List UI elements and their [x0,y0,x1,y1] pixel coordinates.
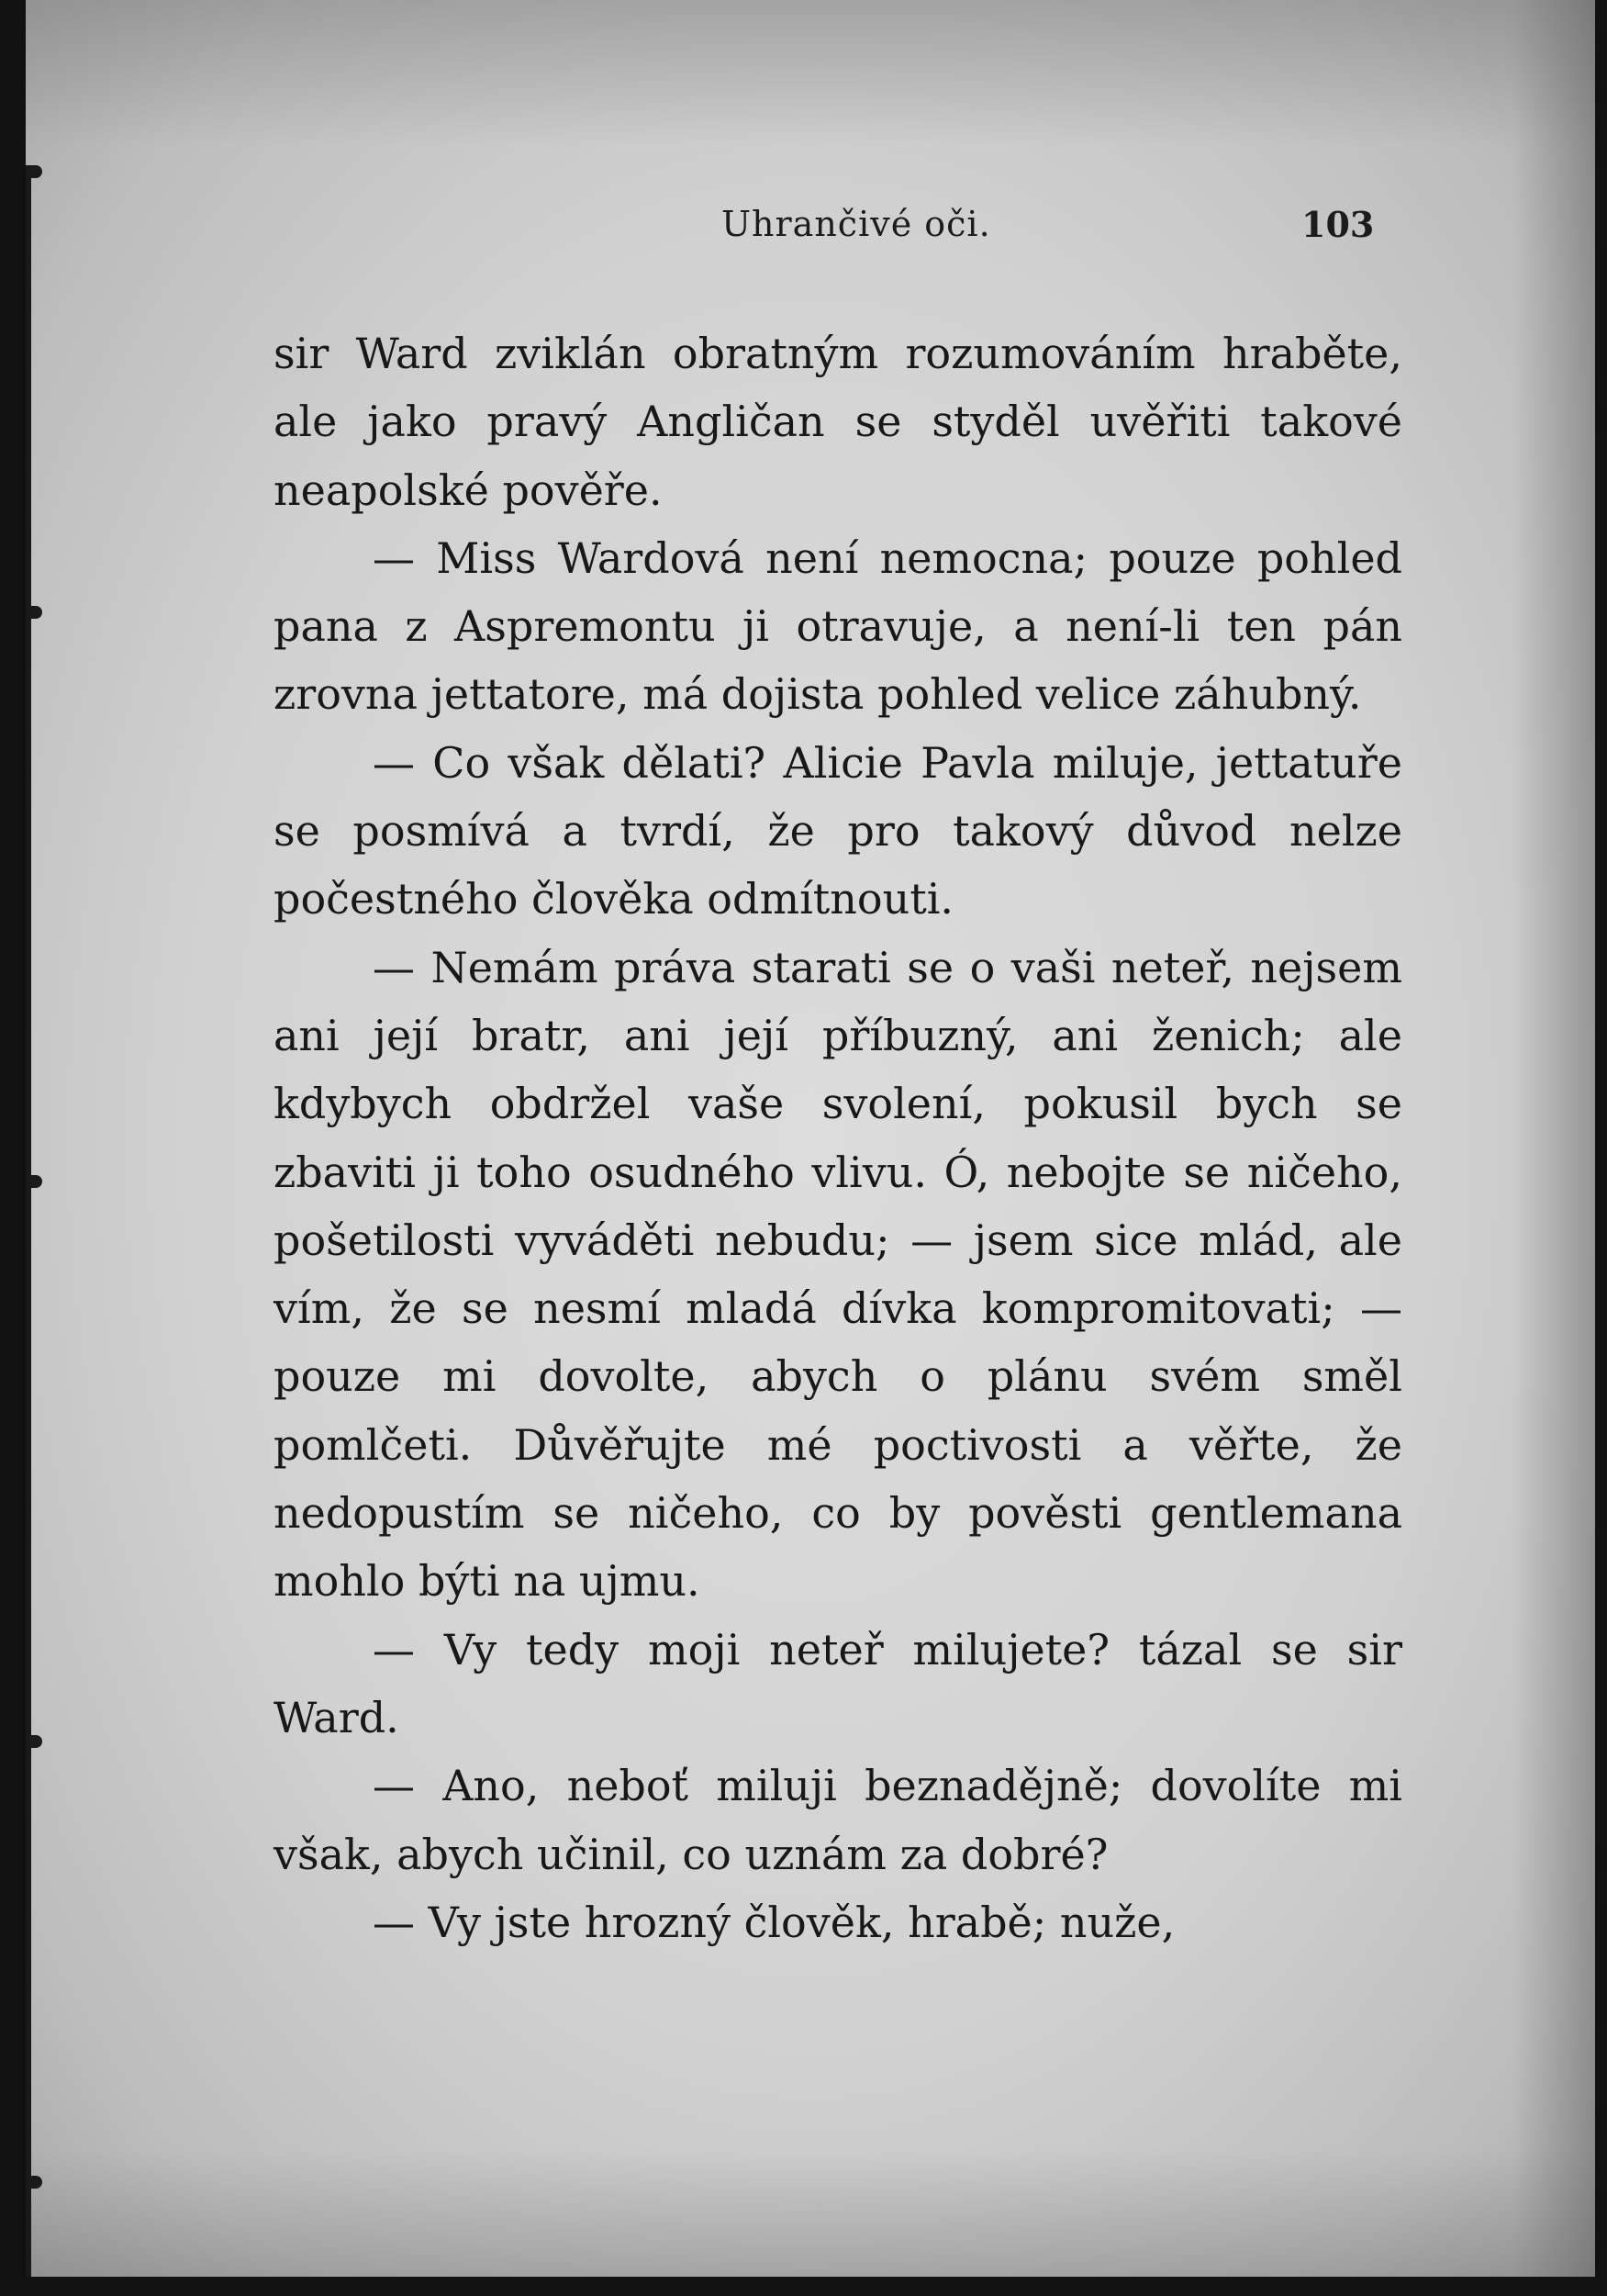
paragraph: — Nemám práva starati se o vaši neteř, nejsem ani její bratr, ani její příbuzný, ani ženich; ale kdybych obdržel vaše svolení, pokusil bych se zbaviti ji toho osudného vlivu. Ó, nebojte se ničeho, pošetilosti vyváděti nebudu; — jsem sice mlád, ale vím, že se nesmí mladá dívka kompromitovati; — pouze mi dovolte, abych o plánu svém směl pomlčeti. Důvěřujte mé poctivosti a věřte, že nedopustím se ničeho, co by pověsti gentlemana mohlo býti na ujmu. [273,942,1402,1607]
running-head [26,204,1595,250]
page-shadow-bottom [26,2148,1595,2277]
page-shadow-top [26,0,1595,147]
page-shadow-right [1512,0,1595,2277]
binding-mark [26,2176,42,2189]
paragraph: — Ano, neboť miluji beznadějně; dovolíte mi však, abych učinil, co uznám za dobré? [273,1761,1402,1879]
book-page [26,0,1595,2277]
page-number: 103 [1301,204,1375,245]
paragraph: — Vy jste hrozný člověk, hrabě; nuže, [373,1897,1176,1947]
running-title: Uhrančivé oči. [721,204,991,244]
paragraph: sir Ward zviklán obratným rozumováním hraběte, ale jako pravý Angličan se styděl uvěřiti takové neapolské pověře. [273,329,1402,515]
text-body [273,319,1402,1956]
binding-mark [26,1735,42,1748]
binding-edge [26,174,31,2277]
binding-mark [26,165,42,178]
paragraph: — Vy tedy moji neteř milujete? tázal se sir Ward. [273,1624,1402,1742]
binding-mark [26,606,42,619]
binding-mark [26,1175,42,1188]
paragraph: — Miss Wardová není nemocna; pouze pohled pana z Aspremontu ji otravuje, a není-li ten pán zrovna jettatore, má dojista pohled velice záhubný. [273,532,1402,720]
paragraph: — Co však dělati? Alicie Pavla miluje, jettatuře se posmívá a tvrdí, že pro takový důvod nelze počestného člověka odmítnouti. [273,737,1402,924]
